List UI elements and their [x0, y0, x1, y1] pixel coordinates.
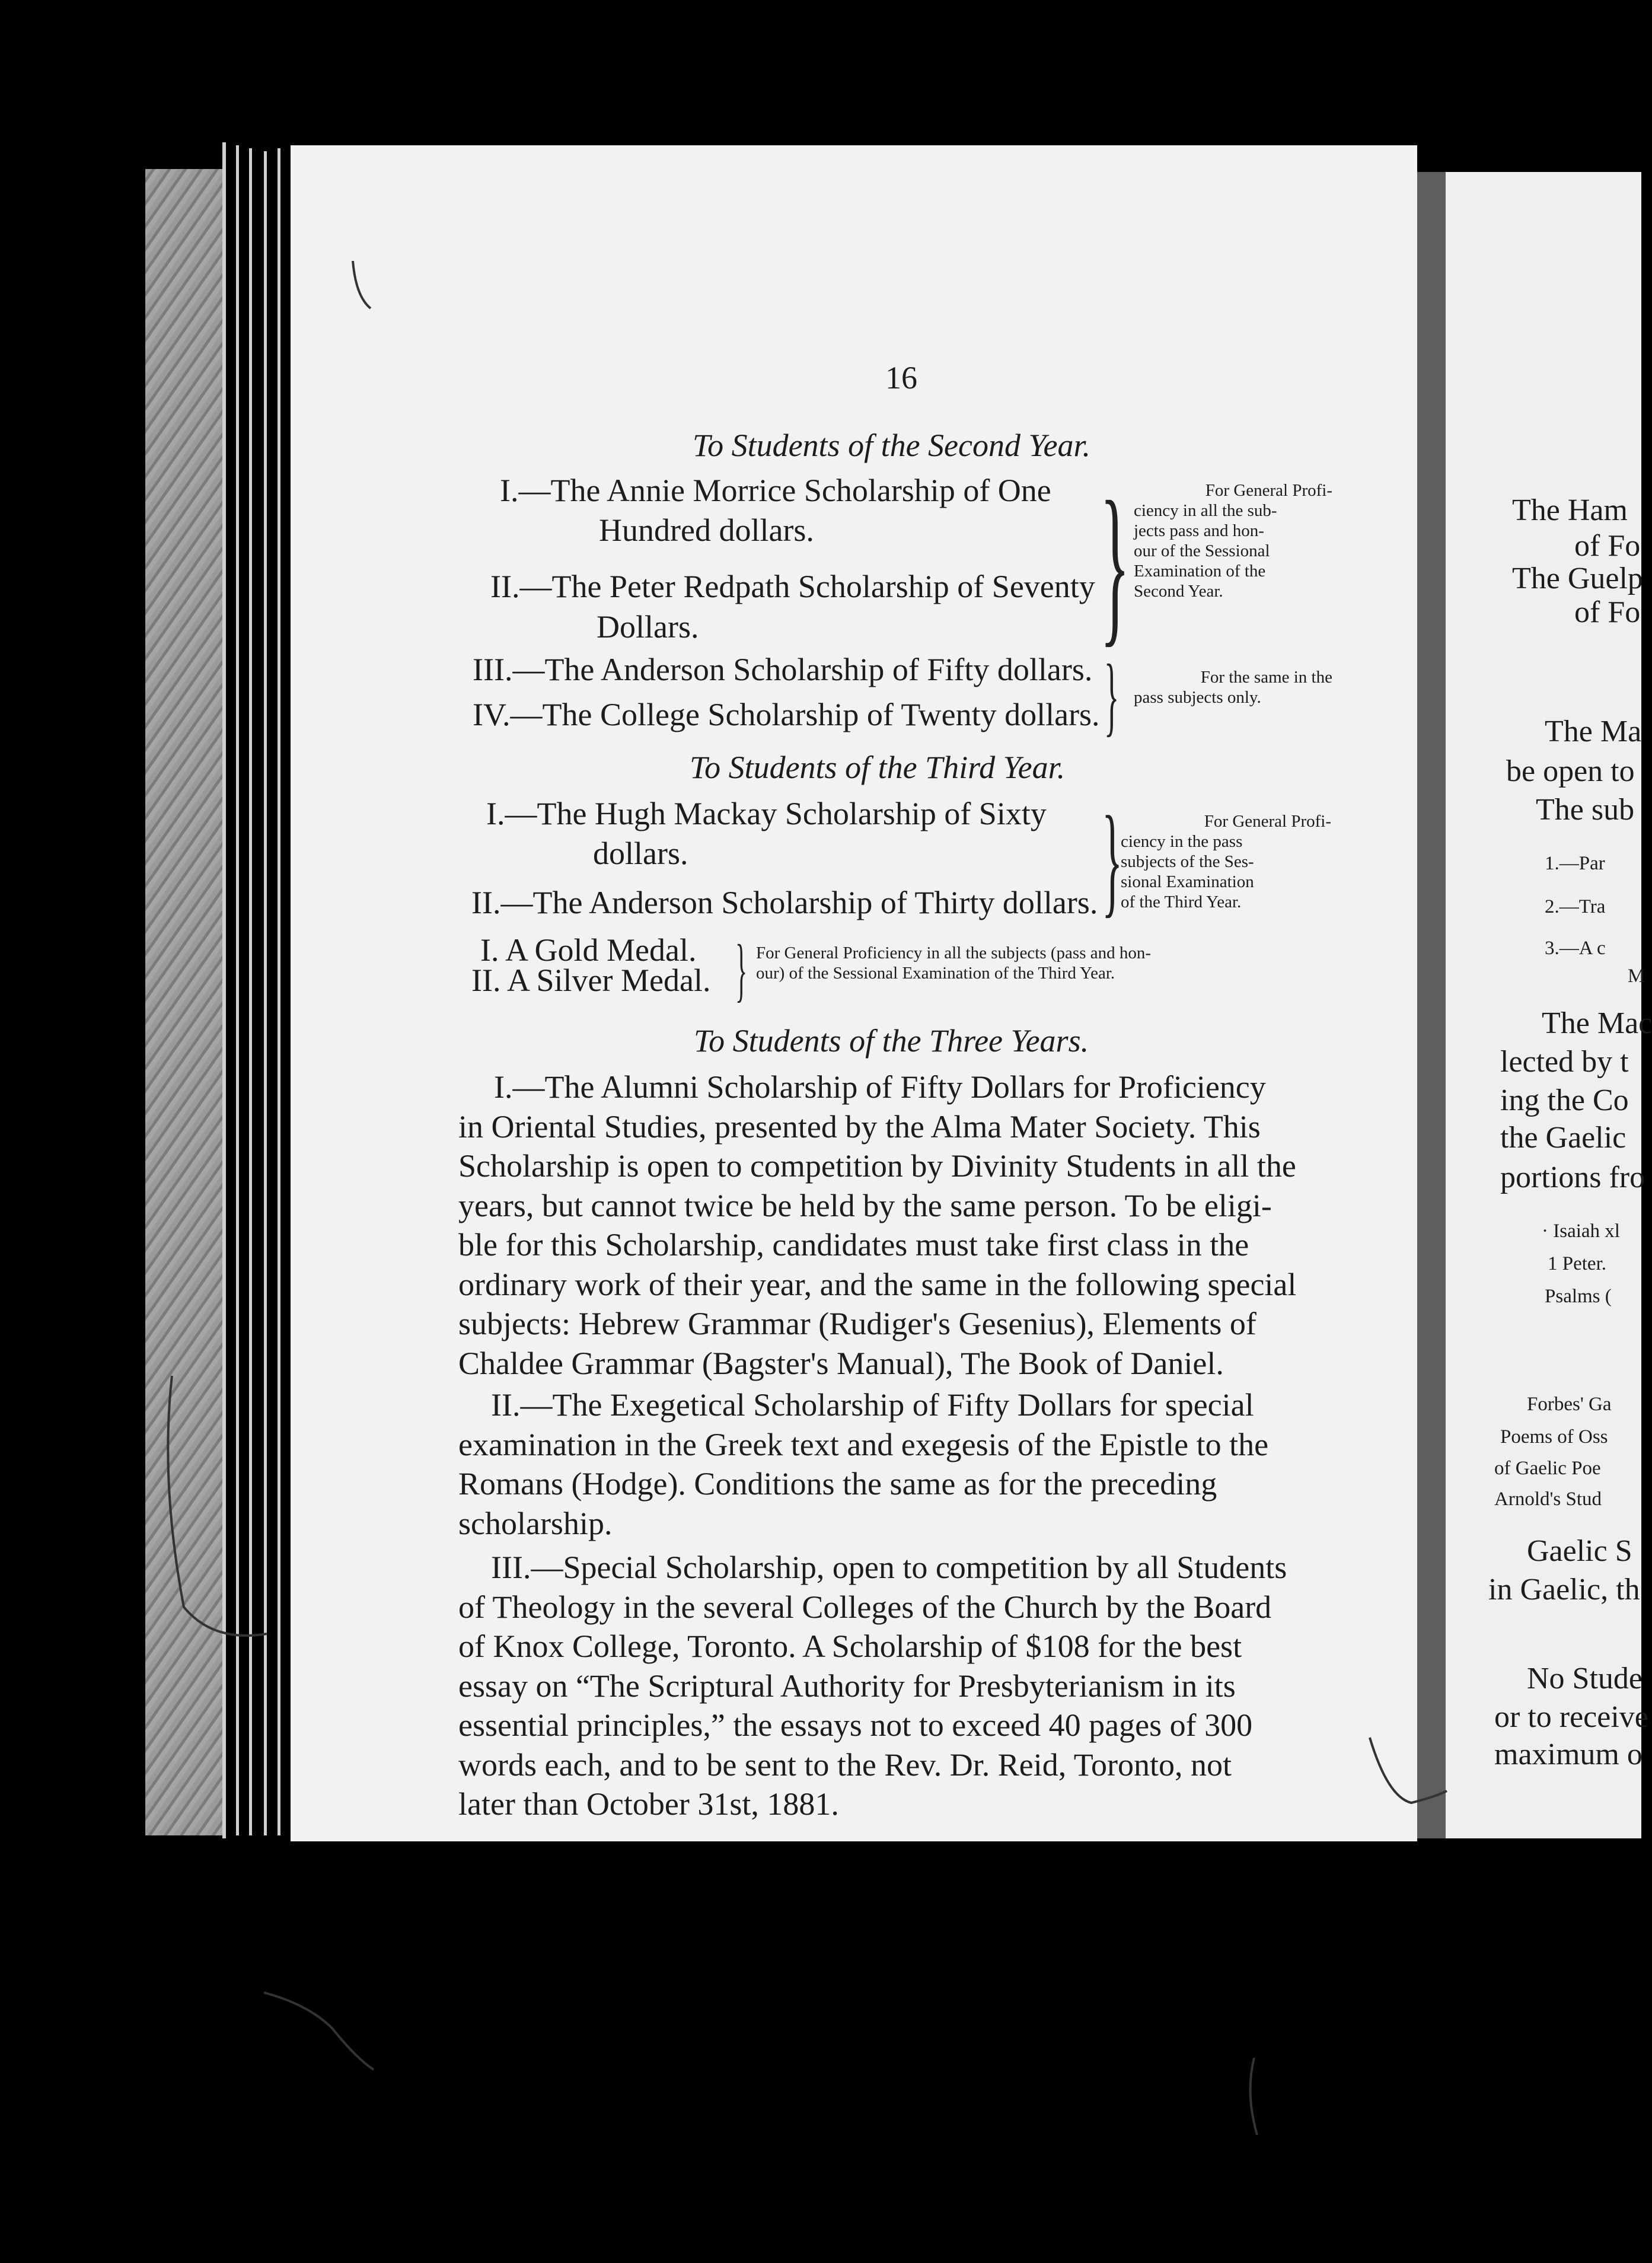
paragraph-line: essential principles,” the essays not to exceed 40 pages of 300 — [458, 1707, 1253, 1743]
paragraph-line: Chaldee Grammar (Bagster's Manual), The Book of Daniel. — [458, 1345, 1224, 1381]
right-list-item: 1.—Par — [1545, 853, 1605, 874]
scholarship-annie-morrice-cont: Hundred dollars. — [599, 512, 814, 548]
right-line: The Ham — [1512, 493, 1628, 527]
note-line: jects pass and hon- — [1134, 521, 1264, 540]
second-year-note-1 — [1134, 480, 1332, 601]
right-line: The Guelp — [1512, 562, 1643, 595]
right-line: be open to — [1506, 754, 1635, 788]
brace: } — [735, 930, 748, 1009]
right-line: The Ma — [1545, 715, 1642, 748]
note-line: ciency in the pass — [1121, 832, 1243, 851]
note-line: ciency in all the sub- — [1134, 501, 1277, 520]
note-line: of the Third Year. — [1121, 893, 1242, 911]
note-line: subjects of the Ses- — [1121, 852, 1254, 871]
right-list-item: M — [1628, 965, 1645, 987]
right-book: Arnold's Stud — [1494, 1489, 1602, 1510]
scholarship-college-twenty: IV.—The College Scholarship of Twenty dollars. — [473, 697, 1100, 732]
alumni-scholarship-paragraph — [458, 1067, 1324, 1383]
note-line: Second Year. — [1134, 582, 1223, 601]
right-reference: 1 Peter. — [1548, 1253, 1606, 1274]
paragraph-line: III.—Special Scholarship, open to competition by all Students — [491, 1550, 1287, 1585]
paragraph-line: Scholarship is open to competition by Divinity Students in all the — [458, 1148, 1296, 1184]
brace: } — [1102, 791, 1123, 929]
note-line: For General Proficiency in all the subjects (pass and hon- — [756, 944, 1152, 962]
right-line: Gaelic S — [1527, 1534, 1632, 1568]
brace: } — [1100, 465, 1130, 662]
section-heading-second-year: To Students of the Second Year. — [693, 428, 1091, 463]
right-line: or to receive — [1494, 1700, 1648, 1734]
scholarship-annie-morrice: I.—The Annie Morrice Scholarship of One — [500, 473, 1051, 508]
scholarship-hugh-mackay-cont: dollars. — [593, 836, 688, 871]
note-line: For the same in the — [1200, 668, 1332, 687]
paragraph-line: in Oriental Studies, presented by the Alma Mater Society. This — [458, 1108, 1261, 1145]
scholarship-peter-redpath: II.—The Peter Redpath Scholarship of Seventy — [490, 569, 1095, 604]
page-number: 16 — [885, 360, 917, 396]
paragraph-line: I.—The Alumni Scholarship of Fifty Dollars for Proficiency — [494, 1069, 1266, 1105]
right-list-item: 3.—A c — [1545, 938, 1606, 959]
right-line: The Mac — [1542, 1006, 1652, 1040]
paragraph-line: words each, and to be sent to the Rev. Dr. Reid, Toronto, not — [458, 1746, 1232, 1783]
paragraph-line: of Theology in the several Colleges of the Church by the Board — [458, 1589, 1272, 1625]
right-line: maximum o — [1494, 1738, 1643, 1771]
medal-silver: II. A Silver Medal. — [471, 962, 711, 998]
right-book: Poems of Oss — [1500, 1426, 1608, 1448]
right-reference: · Isaiah xl — [1542, 1220, 1620, 1242]
note-line: pass subjects only. — [1134, 688, 1261, 707]
exegetical-scholarship-paragraph — [458, 1385, 1324, 1543]
paragraph-line: scholarship. — [458, 1505, 613, 1541]
paragraph-line: examination in the Greek text and exegesis of the Epistle to the — [458, 1426, 1269, 1462]
note-line: sional Examination — [1121, 872, 1254, 891]
brace: } — [1104, 646, 1120, 745]
paragraph-line: ble for this Scholarship, candidates must take first class in the — [458, 1227, 1249, 1263]
paragraph-line: subjects: Hebrew Grammar (Rudiger's Gesenius), Elements of — [458, 1306, 1256, 1341]
note-line: our of the Sessional — [1134, 541, 1270, 560]
scholarship-peter-redpath-cont: Dollars. — [597, 609, 699, 645]
note-line: our) of the Sessional Examination of the Third Year. — [756, 964, 1115, 983]
scholarship-hugh-mackay: I.—The Hugh Mackay Scholarship of Sixty — [486, 796, 1047, 831]
special-scholarship-paragraph — [458, 1548, 1324, 1824]
paragraph-line: later than October 31st, 1881. — [458, 1786, 839, 1822]
paragraph-line: II.—The Exegetical Scholarship of Fifty Dollars for special — [491, 1387, 1254, 1423]
right-line: the Gaelic — [1500, 1121, 1627, 1155]
paragraph-line: Romans (Hodge). Conditions the same as for the preceding — [458, 1466, 1217, 1502]
right-line: lected by t — [1500, 1045, 1629, 1079]
paragraph-line: ordinary work of their year, and the same in the following special — [458, 1266, 1297, 1302]
note-line: For General Profi- — [1204, 812, 1331, 831]
medals-note — [756, 943, 1151, 983]
right-reference: Psalms ( — [1545, 1286, 1612, 1307]
scholarship-anderson-thirty: II.—The Anderson Scholarship of Thirty dollars. — [471, 885, 1098, 920]
paragraph-line: of Knox College, Toronto. A Scholarship of $108 for the best — [458, 1628, 1242, 1664]
third-year-note — [1121, 811, 1331, 912]
right-book: of Gaelic Poe — [1494, 1458, 1601, 1479]
second-year-note-2 — [1134, 667, 1332, 707]
right-line: of Fo — [1574, 529, 1641, 563]
right-line: ing the Co — [1500, 1083, 1629, 1117]
note-line: For General Profi- — [1205, 481, 1332, 500]
right-line: No Stude — [1527, 1662, 1643, 1695]
medal-gold: I. A Gold Medal. — [480, 932, 697, 968]
paragraph-line: essay on “The Scriptural Authority for Presbyterianism in its — [458, 1668, 1236, 1704]
paragraph-line: years, but cannot twice be held by the same person. To be eligi- — [458, 1187, 1272, 1223]
right-line: portions fro — [1500, 1161, 1645, 1194]
right-line: of Fo — [1574, 595, 1641, 629]
right-line: The sub — [1536, 793, 1635, 827]
scholarship-anderson-fifty: III.—The Anderson Scholarship of Fifty dollars. — [473, 652, 1093, 687]
right-list-item: 2.—Tra — [1545, 896, 1606, 917]
right-book: Forbes' Ga — [1527, 1394, 1612, 1415]
section-heading-third-year: To Students of the Third Year. — [690, 750, 1066, 785]
section-heading-three-years: To Students of the Three Years. — [694, 1023, 1089, 1059]
note-line: Examination of the — [1134, 562, 1266, 581]
right-line: in Gaelic, th — [1488, 1573, 1640, 1607]
